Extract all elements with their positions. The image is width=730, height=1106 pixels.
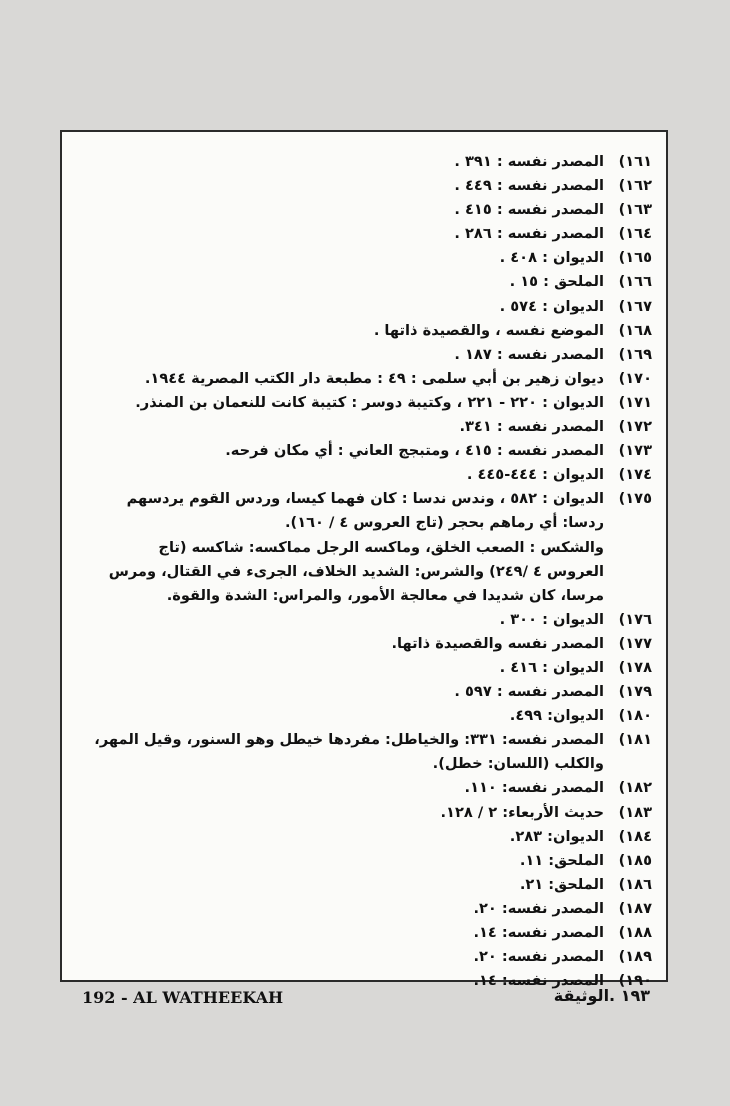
endnote-line: الديوان : ٢٢٠ - ٢٢١ ، وكتيبة دوسر : كتيبة كانت للنعمان بن المنذر.	[135, 393, 604, 411]
endnote-text	[66, 849, 604, 873]
endnote-line: المصدر نفسه : ٣٩١ .	[454, 153, 604, 170]
endnote-item	[66, 367, 652, 391]
endnote-number: ١٧٢)	[618, 418, 652, 436]
endnote-text	[66, 680, 604, 704]
endnote-item	[66, 295, 652, 319]
endnote-item	[66, 632, 652, 656]
endnote-text	[66, 801, 604, 825]
endnote-item	[66, 198, 652, 222]
endnote-item	[66, 825, 652, 849]
endnote-line: الملحق: ١١.	[519, 851, 604, 869]
endnote-item	[66, 343, 652, 367]
endnotes-list	[66, 150, 652, 993]
endnote-text	[66, 343, 604, 367]
endnote-number: ١٦٦)	[618, 273, 652, 291]
footer-page-label-arabic: ١٩٣ .الوثيقة	[553, 986, 650, 1005]
endnote-line: المصدر نفسه: ٢٠.	[473, 899, 604, 917]
endnote-number: ١٨١)	[618, 731, 652, 749]
endnote-item	[66, 270, 652, 294]
endnote-line: الديوان : ٥٨٢ ، وندس ندسا : كان فهما كيسا، وردس القوم يردسهم	[126, 490, 604, 508]
endnote-number: ١٩٠)	[618, 972, 652, 990]
page-footer	[60, 988, 668, 1010]
endnote-line: الملحق : ١٥ .	[509, 273, 604, 291]
endnote-number: ١٧٨)	[618, 658, 652, 676]
endnote-item	[66, 945, 652, 969]
endnote-line: المصدر نفسه والقصيدة ذاتها.	[391, 634, 604, 652]
endnote-text	[66, 295, 604, 319]
endnote-number: ١٦١)	[618, 153, 652, 170]
endnote-item	[66, 704, 652, 728]
endnote-number: ١٦٢)	[618, 177, 652, 195]
endnote-item	[66, 487, 652, 607]
endnote-number: ١٧٧)	[618, 634, 652, 652]
endnote-line: الديوان : ٥٧٤ .	[499, 297, 604, 315]
endnote-number: ١٧٩)	[618, 683, 652, 701]
endnote-item	[66, 391, 652, 415]
endnote-number: ١٨٣)	[618, 803, 652, 821]
endnote-number: ١٦٩)	[618, 345, 652, 363]
endnote-item	[66, 680, 652, 704]
endnote-number: ١٨٥)	[618, 851, 652, 869]
endnote-line: المصدر نفسه: ٢٠.	[473, 948, 604, 966]
endnote-line: المصدر نفسه: ١٤.	[473, 924, 604, 941]
endnote-line: المصدر نفسه: ١١٠.	[464, 779, 604, 797]
endnote-line: المصدر نفسه : ٣٤١.	[459, 418, 604, 436]
endnote-text	[66, 897, 604, 921]
endnote-item	[66, 463, 652, 487]
endnote-text	[66, 198, 604, 222]
endnote-number: ١٦٣)	[618, 201, 652, 219]
endnote-text	[66, 367, 604, 391]
endnote-text	[66, 825, 604, 849]
endnote-number: ١٨٦)	[618, 875, 652, 893]
endnote-number: ١٨٧)	[618, 899, 652, 917]
endnote-number: ١٧٦)	[618, 610, 652, 628]
endnote-line: والكلب (اللسان: خطل).	[432, 755, 604, 773]
endnote-line: العروس ٤ /٢٤٩) والشرس: الشديد الخلاف، الجرىء في القتال، ومرس	[108, 562, 604, 580]
endnote-text	[66, 608, 604, 632]
endnote-number: ١٨٠)	[618, 707, 652, 725]
endnote-number: ١٨٨)	[618, 924, 652, 941]
endnote-item	[66, 439, 652, 463]
endnote-item	[66, 319, 652, 343]
endnote-line: الديوان : ٤١٦ .	[499, 658, 604, 676]
endnote-line: والشكس : الصعب الخلق، وماكسه الرجل مماكسه: شاكسه (تاج	[158, 538, 604, 556]
endnote-item	[66, 222, 652, 246]
endnote-number: ١٦٥)	[618, 249, 652, 267]
endnote-line: المصدر نفسه : ٤٤٩ .	[454, 177, 604, 195]
endnote-line: الملحق: ٢١.	[519, 875, 604, 893]
endnote-text	[66, 222, 604, 246]
endnote-line: الموضع نفسه ، والقصيدة ذاتها .	[373, 321, 604, 339]
endnote-text	[66, 776, 604, 800]
endnote-text	[66, 415, 604, 439]
footer-page-label-latin: 192 - AL WATHEEKAH	[82, 988, 284, 1007]
endnote-text	[66, 704, 604, 728]
endnote-item	[66, 801, 652, 825]
endnote-number: ١٨٤)	[618, 827, 652, 845]
endnote-item	[66, 150, 652, 174]
endnote-line: المصدر نفسه: ٣٣١: والخياطل: مفردها خيطل وهو السنور، وقيل المهر،	[94, 731, 604, 749]
endnote-number: ١٦٤)	[618, 225, 652, 243]
endnote-line: المصدر نفسه : ١٨٧ .	[454, 345, 604, 363]
endnote-item	[66, 174, 652, 198]
endnote-item	[66, 776, 652, 800]
endnote-item	[66, 921, 652, 945]
endnote-item	[66, 897, 652, 921]
endnote-number: ١٦٨)	[618, 321, 652, 339]
endnote-line: المصدر نفسه : ٥٩٧ .	[454, 683, 604, 701]
endnote-text	[66, 656, 604, 680]
endnote-number: ١٨٢)	[618, 779, 652, 797]
endnote-number: ١٧٠)	[618, 369, 652, 387]
endnote-text	[66, 439, 604, 463]
endnote-text	[66, 487, 604, 607]
endnote-item	[66, 246, 652, 270]
endnote-text	[66, 319, 604, 343]
endnote-item	[66, 415, 652, 439]
endnote-item	[66, 608, 652, 632]
endnote-line: الديوان : ٤٤٤-٤٤٥ .	[466, 466, 604, 484]
endnote-line: المصدر نفسه : ٤١٥ .	[454, 201, 604, 219]
endnote-text	[66, 246, 604, 270]
endnote-line: الديوان : ٤٠٨ .	[499, 249, 604, 267]
endnote-line: مرسا، كان شديدا في معالجة الأمور، والمراس: الشدة والقوة.	[166, 586, 604, 604]
endnote-line: ديوان زهير بن أبي سلمى : ٤٩ : مطبعة دار الكتب المصرية ١٩٤٤.	[144, 369, 604, 387]
endnote-text	[66, 728, 604, 776]
endnote-text	[66, 921, 604, 945]
endnote-text	[66, 873, 604, 897]
endnote-line: الديوان: ٢٨٣.	[509, 827, 604, 845]
endnote-number: ١٧٣)	[618, 442, 652, 460]
endnote-number: ١٦٧)	[618, 297, 652, 315]
endnote-number: ١٨٩)	[618, 948, 652, 966]
page-frame	[60, 130, 668, 990]
endnote-text	[66, 270, 604, 294]
endnote-number: ١٧٥)	[618, 490, 652, 508]
endnote-number: ١٧١)	[618, 393, 652, 411]
endnote-line: المصدر نفسه : ٢٨٦ .	[454, 225, 604, 243]
endnote-line: حديث الأربعاء: ٢ / ١٢٨.	[440, 803, 604, 821]
endnote-item	[66, 873, 652, 897]
endnote-text	[66, 391, 604, 415]
endnote-line: ردسا: أي رماهم بحجر (تاج العروس ٤ / ١٦٠).	[284, 514, 604, 532]
endnote-line: المصدر نفسه : ٤١٥ ، ومتبجج العاني : أي مكان فرحه.	[225, 442, 604, 460]
endnote-line: الديوان: ٤٩٩.	[509, 707, 604, 725]
endnote-text	[66, 945, 604, 969]
endnote-item	[66, 849, 652, 873]
endnote-line: المصدر نفسه: ١٤.	[473, 972, 604, 990]
endnote-text	[66, 150, 604, 174]
endnote-line: الديوان : ٣٠٠ .	[499, 610, 604, 628]
endnote-item	[66, 728, 652, 776]
endnote-number: ١٧٤)	[618, 466, 652, 484]
endnote-item	[66, 656, 652, 680]
endnote-text	[66, 632, 604, 656]
endnote-text	[66, 463, 604, 487]
endnote-text	[66, 174, 604, 198]
